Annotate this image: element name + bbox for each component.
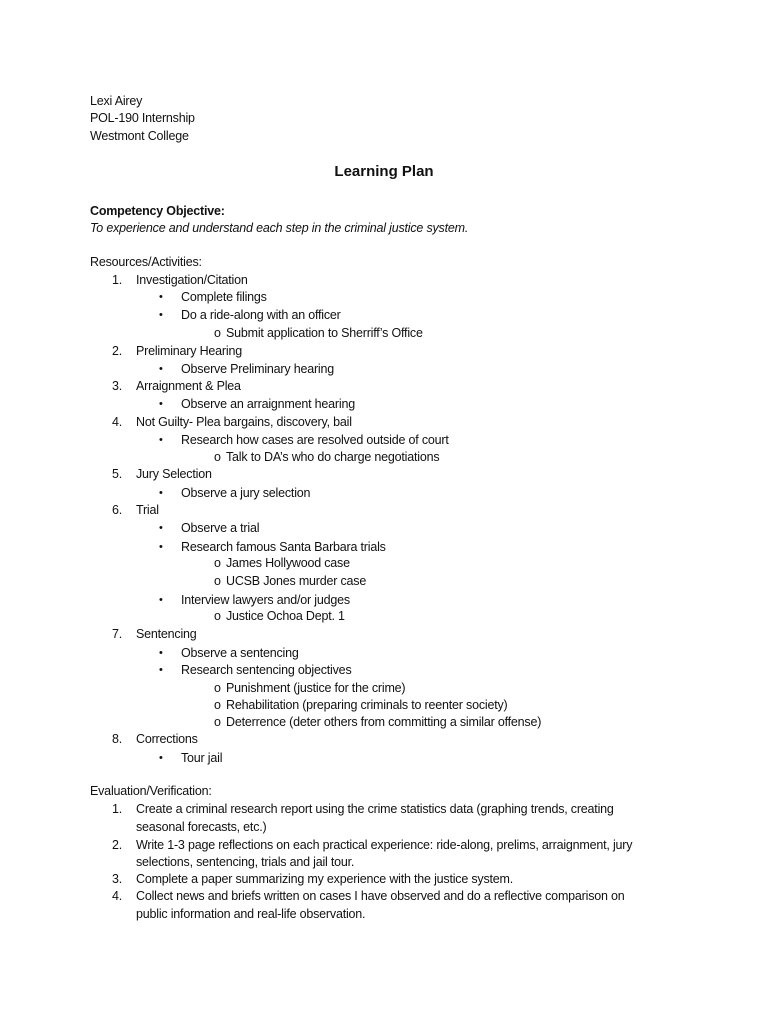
resource-activity: Research famous Santa Barbara trials bbox=[181, 540, 386, 554]
resource-activity: Research how cases are resolved outside of court bbox=[181, 433, 449, 447]
evaluation-text: Write 1-3 page reflections on each practical experience: ride-along, prelims, arraignment, jury bbox=[136, 838, 633, 852]
evaluation-text: Complete a paper summarizing my experience with the justice system. bbox=[136, 872, 514, 886]
sub-bullet-icon: o bbox=[214, 556, 221, 570]
resource-activity: Do a ride-along with an officer bbox=[181, 308, 341, 322]
resource-activity: Observe a trial bbox=[181, 521, 260, 535]
bullet-icon: • bbox=[159, 664, 163, 676]
resource-step: Not Guilty- Plea bargains, discovery, bail bbox=[136, 415, 352, 429]
resource-number: 4. bbox=[112, 415, 123, 429]
resource-sub-activity: Deterrence (deter others from committing a similar offense) bbox=[226, 715, 542, 729]
evaluation-text: Collect news and briefs written on cases I have observed and do a reflective comparison on bbox=[136, 889, 625, 903]
resource-activity: Observe Preliminary hearing bbox=[181, 362, 334, 376]
bullet-icon: • bbox=[159, 647, 163, 659]
resource-activity: Tour jail bbox=[181, 751, 223, 765]
resource-number: 2. bbox=[112, 344, 123, 358]
resource-number: 8. bbox=[112, 732, 123, 746]
resource-activity: Interview lawyers and/or judges bbox=[181, 593, 350, 607]
evaluation-heading: Evaluation/Verification: bbox=[90, 784, 212, 798]
resource-step: Jury Selection bbox=[136, 467, 212, 481]
evaluation-number: 2. bbox=[112, 838, 123, 852]
bullet-icon: • bbox=[159, 434, 163, 446]
sub-bullet-icon: o bbox=[214, 609, 221, 623]
resource-sub-activity: Punishment (justice for the crime) bbox=[226, 681, 406, 695]
resource-step: Investigation/Citation bbox=[136, 273, 248, 287]
evaluation-number: 1. bbox=[112, 802, 123, 816]
bullet-icon: • bbox=[159, 541, 163, 553]
resources-heading: Resources/Activities: bbox=[90, 255, 202, 269]
bullet-icon: • bbox=[159, 363, 163, 375]
resource-sub-activity: James Hollywood case bbox=[226, 556, 350, 570]
sub-bullet-icon: o bbox=[214, 326, 221, 340]
resource-number: 6. bbox=[112, 503, 123, 517]
bullet-icon: • bbox=[159, 522, 163, 534]
sub-bullet-icon: o bbox=[214, 698, 221, 712]
resource-number: 7. bbox=[112, 627, 123, 641]
sub-bullet-icon: o bbox=[214, 450, 221, 464]
evaluation-text: public information and real-life observation. bbox=[136, 907, 366, 921]
sub-bullet-icon: o bbox=[214, 715, 221, 729]
document-title: Learning Plan bbox=[334, 163, 434, 180]
resource-sub-activity: Rehabilitation (preparing criminals to reenter society) bbox=[226, 698, 508, 712]
bullet-icon: • bbox=[159, 594, 163, 606]
sub-bullet-icon: o bbox=[214, 681, 221, 695]
resource-activity: Observe a sentencing bbox=[181, 646, 299, 660]
resource-activity: Complete filings bbox=[181, 290, 267, 304]
resource-step: Trial bbox=[136, 503, 159, 517]
resource-activity: Research sentencing objectives bbox=[181, 663, 352, 677]
resource-sub-activity: Submit application to Sherriff’s Office bbox=[226, 326, 423, 340]
objective-heading: Competency Objective: bbox=[90, 204, 225, 218]
evaluation-number: 4. bbox=[112, 889, 123, 903]
resource-step: Arraignment & Plea bbox=[136, 379, 241, 393]
resource-number: 3. bbox=[112, 379, 123, 393]
bullet-icon: • bbox=[159, 309, 163, 321]
resource-sub-activity: UCSB Jones murder case bbox=[226, 574, 367, 588]
bullet-icon: • bbox=[159, 487, 163, 499]
bullet-icon: • bbox=[159, 398, 163, 410]
college-name: Westmont College bbox=[90, 129, 189, 143]
bullet-icon: • bbox=[159, 291, 163, 303]
evaluation-text: seasonal forecasts, etc.) bbox=[136, 820, 267, 834]
resource-step: Preliminary Hearing bbox=[136, 344, 242, 358]
resource-activity: Observe an arraignment hearing bbox=[181, 397, 355, 411]
evaluation-number: 3. bbox=[112, 872, 123, 886]
author-name: Lexi Airey bbox=[90, 94, 143, 108]
resource-step: Corrections bbox=[136, 732, 198, 746]
sub-bullet-icon: o bbox=[214, 574, 221, 588]
evaluation-text: Create a criminal research report using the crime statistics data (graphing trends, creating bbox=[136, 802, 614, 816]
evaluation-text: selections, sentencing, trials and jail tour. bbox=[136, 855, 355, 869]
resource-step: Sentencing bbox=[136, 627, 197, 641]
resource-activity: Observe a jury selection bbox=[181, 486, 311, 500]
resource-sub-activity: Justice Ochoa Dept. 1 bbox=[226, 609, 345, 623]
resource-number: 5. bbox=[112, 467, 123, 481]
resource-number: 1. bbox=[112, 273, 123, 287]
resource-sub-activity: Talk to DA’s who do charge negotiations bbox=[226, 450, 440, 464]
course-name: POL-190 Internship bbox=[90, 111, 195, 125]
objective-text: To experience and understand each step in the criminal justice system. bbox=[90, 221, 469, 235]
bullet-icon: • bbox=[159, 752, 163, 764]
